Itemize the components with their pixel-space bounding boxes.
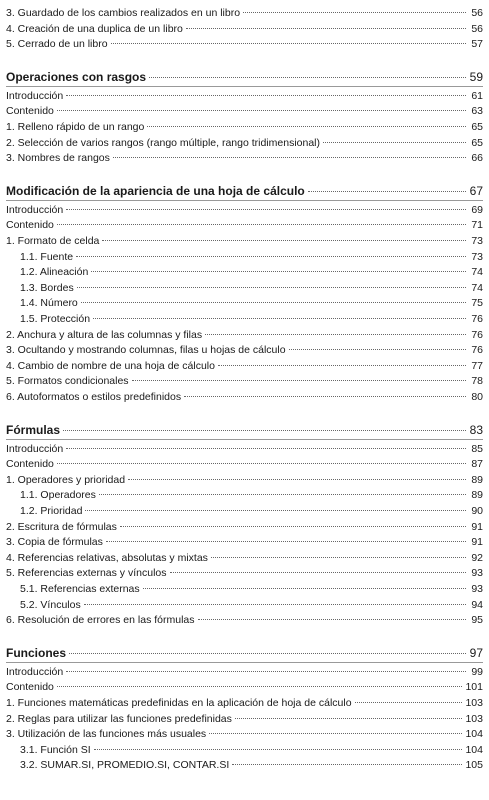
toc-entry — [6, 697, 483, 710]
entry-label: 2. Escritura de fórmulas — [6, 520, 117, 533]
dot-leader — [205, 334, 466, 335]
dot-leader — [93, 318, 466, 319]
dot-leader — [323, 142, 466, 143]
dot-leader — [235, 718, 463, 719]
dot-leader — [91, 271, 466, 272]
page-number: 103 — [465, 697, 483, 709]
page-number: 93 — [471, 567, 483, 580]
entry-label: Contenido — [6, 105, 54, 118]
entry-label: Contenido — [6, 681, 54, 694]
dot-leader — [128, 479, 466, 480]
toc-entry — [6, 7, 483, 20]
page-number: 57 — [471, 38, 483, 51]
entry-label: 2. Anchura y altura de las columnas y filas — [6, 328, 203, 341]
dot-leader — [57, 224, 466, 225]
entry-label: 3. Nombres de rangos — [6, 152, 110, 165]
dot-leader — [308, 191, 466, 192]
toc-entry — [6, 681, 483, 694]
dot-leader — [111, 43, 466, 44]
entry-label: 1. Relleno rápido de un rango — [6, 121, 145, 133]
toc-subentry — [20, 583, 483, 596]
dot-leader — [147, 126, 466, 127]
dot-leader — [289, 349, 466, 350]
toc-subentry — [20, 251, 483, 264]
page-number: 71 — [471, 219, 483, 232]
dot-leader — [94, 749, 463, 750]
entry-label: Funciones — [6, 645, 67, 660]
toc-entry — [6, 614, 483, 627]
page-number: 93 — [471, 583, 483, 595]
entry-label: 1.2. Prioridad — [20, 505, 83, 517]
entry-label: 6. Resolución de errores en las fórmulas — [6, 614, 195, 627]
dot-leader — [355, 702, 463, 703]
toc-entry — [6, 204, 483, 217]
entry-label: 6. Autoformatos o estilos predefinidos — [6, 391, 182, 403]
dot-leader — [66, 209, 466, 210]
page-number: 76 — [471, 313, 483, 325]
entry-label: Contenido — [6, 219, 54, 232]
entry-label: 2. Selección de varios rangos (rango múltiple, rango tridimensional) — [6, 136, 320, 149]
entry-label: 1.1. Operadores — [20, 489, 96, 502]
entry-label: 4. Cambio de nombre de una hoja de cálculo — [6, 359, 215, 372]
section-title — [6, 185, 483, 198]
dot-leader — [184, 396, 466, 397]
dot-leader — [66, 95, 466, 96]
page-number: 104 — [465, 743, 483, 756]
page-number: 83 — [469, 422, 483, 437]
toc-entry — [6, 713, 483, 726]
dot-leader — [57, 686, 463, 687]
dot-leader — [81, 302, 466, 303]
toc-entry — [6, 329, 483, 342]
entry-label: Introducción — [6, 203, 64, 216]
entry-label: Modificación de la apariencia de una hoja de cálculo — [6, 183, 305, 198]
toc-entry — [6, 90, 483, 103]
entry-label: 3.2. SUMAR.SI, PROMEDIO.SI, CONTAR.SI — [20, 759, 230, 772]
dot-leader — [84, 604, 466, 605]
entry-label: 5.1. Referencias externas — [20, 583, 140, 595]
page-number: 80 — [471, 391, 483, 403]
page-number: 101 — [465, 681, 483, 694]
dot-leader — [57, 463, 466, 464]
page-number: 97 — [469, 645, 483, 660]
page-number: 63 — [471, 105, 483, 118]
page-number: 73 — [471, 250, 483, 263]
toc-entry — [6, 474, 483, 487]
section-title — [6, 647, 483, 660]
page-number: 76 — [471, 344, 483, 357]
dot-leader — [198, 619, 466, 620]
entry-label: 1. Funciones matemáticas predefinidas en la aplicación de hoja de cálculo — [6, 697, 352, 709]
toc-entry — [6, 344, 483, 357]
page-number: 77 — [471, 359, 483, 372]
page-number: 74 — [471, 281, 483, 294]
entry-label: 1.4. Número — [20, 297, 78, 310]
dot-leader — [218, 365, 466, 366]
page-number: 74 — [471, 266, 483, 279]
entry-label: 1.5. Protección — [20, 313, 91, 325]
dot-leader — [57, 110, 466, 111]
entry-label: Fórmulas — [6, 422, 61, 437]
entry-label: 3. Guardado de los cambios realizados en un libro — [6, 7, 241, 19]
page-number: 66 — [471, 152, 483, 165]
page-number: 99 — [471, 665, 483, 678]
dot-leader — [149, 77, 466, 78]
toc-subentry — [20, 297, 483, 310]
toc-subentry — [20, 313, 483, 326]
page-number: 91 — [471, 520, 483, 533]
section-title — [6, 71, 483, 84]
toc-entry — [6, 137, 483, 150]
page-number: 67 — [469, 183, 483, 198]
entry-label: Introducción — [6, 665, 64, 678]
toc-subentry — [20, 505, 483, 518]
toc-entry — [6, 152, 483, 165]
page-number: 78 — [471, 375, 483, 388]
page-number: 89 — [471, 489, 483, 502]
dot-leader — [106, 541, 466, 542]
section-rule — [6, 439, 483, 440]
toc-entry — [6, 360, 483, 373]
dot-leader — [209, 733, 462, 734]
dot-leader — [76, 256, 466, 257]
dot-leader — [211, 557, 466, 558]
toc-subentry — [20, 599, 483, 612]
page-number: 56 — [471, 7, 483, 19]
toc-entry — [6, 666, 483, 679]
page-number: 92 — [471, 551, 483, 564]
page-number: 103 — [465, 712, 483, 725]
page-number: 104 — [465, 728, 483, 741]
entry-label: 4. Referencias relativas, absolutas y mixtas — [6, 551, 208, 564]
dot-leader — [102, 240, 466, 241]
page-number: 94 — [471, 598, 483, 611]
entry-label: 3.1. Función SI — [20, 743, 91, 756]
page-number: 85 — [471, 442, 483, 455]
dot-leader — [120, 526, 466, 527]
toc-entry — [6, 23, 483, 36]
dot-leader — [69, 653, 466, 654]
entry-label: 5. Referencias externas y vínculos — [6, 567, 167, 580]
page-number: 91 — [471, 536, 483, 549]
dot-leader — [186, 28, 466, 29]
toc-entry — [6, 536, 483, 549]
toc-entry — [6, 552, 483, 565]
page-number: 75 — [471, 297, 483, 310]
entry-label: 5.2. Vínculos — [20, 598, 81, 611]
dot-leader — [63, 430, 466, 431]
section-rule — [6, 86, 483, 87]
dot-leader — [113, 157, 466, 158]
page-number: 69 — [471, 203, 483, 216]
toc-entry — [6, 728, 483, 741]
entry-label: 1.3. Bordes — [20, 281, 74, 294]
toc-entry — [6, 375, 483, 388]
entry-label: 1.2. Alineación — [20, 266, 89, 279]
page-number: 61 — [471, 89, 483, 102]
entry-label: 3. Ocultando y mostrando columnas, filas u hojas de cálculo — [6, 344, 286, 357]
dot-leader — [99, 494, 466, 495]
entry-label: 5. Formatos condicionales — [6, 375, 129, 388]
page-number: 105 — [465, 759, 483, 772]
entry-label: 1.1. Fuente — [20, 250, 74, 263]
page-number: 73 — [471, 235, 483, 247]
toc-entry — [6, 219, 483, 232]
toc-subentry — [20, 282, 483, 295]
toc-entry — [6, 567, 483, 580]
toc-subentry — [20, 489, 483, 502]
toc-entry — [6, 105, 483, 118]
dot-leader — [143, 588, 466, 589]
entry-label: 3. Copia de fórmulas — [6, 536, 103, 549]
toc-entry — [6, 235, 483, 248]
section-title — [6, 424, 483, 437]
toc-entry — [6, 443, 483, 456]
entry-label: 5. Cerrado de un libro — [6, 38, 108, 51]
toc-entry — [6, 458, 483, 471]
entry-label: Introducción — [6, 89, 64, 102]
entry-label: Introducción — [6, 442, 64, 455]
dot-leader — [66, 671, 466, 672]
toc-subentry — [20, 266, 483, 279]
page-number: 65 — [471, 136, 483, 149]
page-number: 90 — [471, 505, 483, 517]
dot-leader — [243, 12, 466, 13]
dot-leader — [77, 287, 466, 288]
entry-label: 2. Reglas para utilizar las funciones predefinidas — [6, 712, 232, 725]
page-number: 65 — [471, 121, 483, 133]
toc-entry — [6, 121, 483, 134]
page-number: 56 — [471, 22, 483, 35]
entry-label: 3. Utilización de las funciones más usuales — [6, 728, 207, 741]
dot-leader — [66, 448, 466, 449]
entry-label: 1. Operadores y prioridad — [6, 473, 126, 486]
entry-label: 4. Creación de una duplica de un libro — [6, 22, 183, 35]
dot-leader — [170, 572, 467, 573]
page-number: 59 — [469, 69, 483, 84]
toc-subentry — [20, 744, 483, 757]
page-number: 76 — [471, 328, 483, 341]
dot-leader — [132, 380, 466, 381]
dot-leader — [85, 510, 466, 511]
dot-leader — [232, 764, 462, 765]
entry-label: Operaciones con rasgos — [6, 69, 147, 84]
toc-entry — [6, 38, 483, 51]
toc-subentry — [20, 759, 483, 772]
section-rule — [6, 200, 483, 201]
section-rule — [6, 662, 483, 663]
toc-entry — [6, 391, 483, 404]
page-number: 87 — [471, 458, 483, 471]
entry-label: 1. Formato de celda — [6, 235, 100, 247]
page-number: 95 — [471, 614, 483, 627]
page-number: 89 — [471, 473, 483, 486]
entry-label: Contenido — [6, 458, 54, 471]
toc-entry — [6, 521, 483, 534]
